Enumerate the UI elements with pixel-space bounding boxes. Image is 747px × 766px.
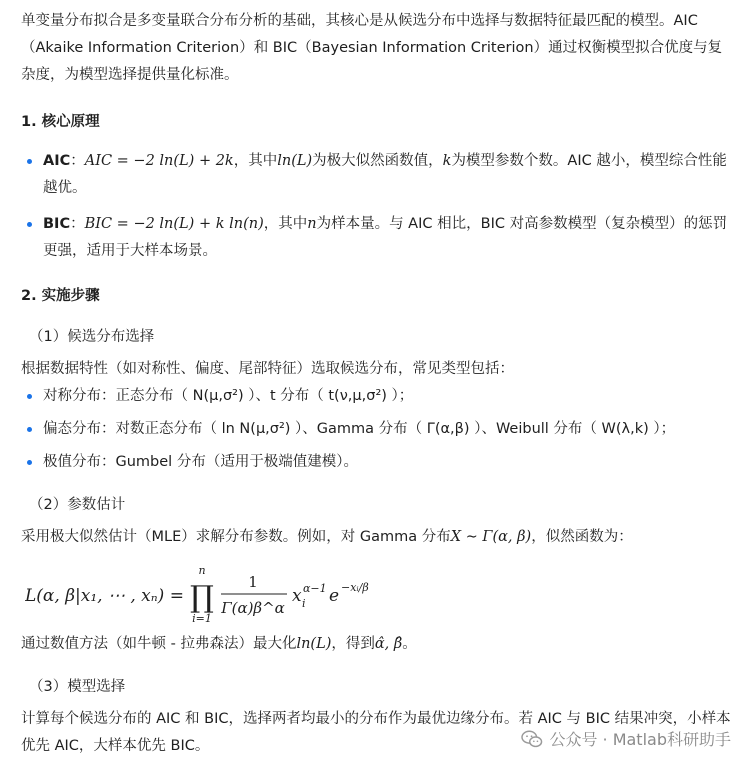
x-subscript: i — [302, 597, 306, 610]
list-item: BIC：BIC = −2 ln(L) + k ln(n)，其中n为样本量。与 AIC 相比，BIC 对高参数模型（复杂模型）的惩罚更强，适用于大样本场景。 — [21, 211, 733, 265]
x-base: x — [292, 586, 302, 606]
formula-lhs: L(α, β|x₁, ⋯ , xₙ) = — [25, 586, 184, 606]
likelihood-formula — [25, 563, 733, 625]
likelihood-formula-svg — [25, 563, 385, 625]
bic-label: BIC — [43, 216, 71, 232]
step2-tail: 通过数值方法（如牛顿 - 拉弗森法）最大化ln(L)，得到α̂, β̂。 — [21, 636, 417, 652]
product-symbol: ∏ — [190, 580, 214, 615]
principle-list — [21, 148, 733, 265]
bic-formula: BIC = −2 ln(L) + k ln(n) — [84, 216, 264, 232]
wechat-icon — [521, 729, 543, 749]
step3-text: 计算每个候选分布的 AIC 和 BIC，选择两者均最小的分布作为最优边缘分布。若 AIC 与 BIC 结果冲突，小样本优先 AIC，大样本优先 BIC。 — [21, 711, 731, 754]
list-item: 极值分布：Gumbel 分布（适用于极端值建模）。 — [21, 449, 733, 476]
e-superscript: −xᵢ/β — [341, 581, 369, 594]
gamma-notation: X ∼ Γ(α, β) — [450, 529, 532, 545]
fraction-denominator: Γ(α)β^α — [221, 599, 285, 617]
section1-heading: 1. 核心原理 — [21, 114, 100, 130]
step2-lead: 采用极大似然估计（MLE）求解分布参数。例如，对 Gamma 分布X ∼ Γ(α, β)，似然函数为： — [21, 529, 633, 545]
intro-paragraph: 单变量分布拟合是多变量联合分布分析的基础，其核心是从候选分布中选择与数据特征最匹配的模型。AIC（Akaike Information Criterion）和 BIC（Bayesian Information Criterion）通过权衡模型拟合优度与复杂度，为模型选择提供量化标准。 — [21, 13, 723, 83]
product-lower-limit: i=1 — [192, 612, 212, 625]
aic-formula: AIC = −2 ln(L) + 2k — [84, 153, 234, 169]
estimates: α̂, β̂ — [374, 636, 403, 652]
e-base: e — [329, 586, 340, 606]
section2-heading: 2. 实施步骤 — [21, 288, 100, 304]
step1-lead: 根据数据特性（如对称性、偏度、尾部特征）选取候选分布，常见类型包括： — [21, 361, 514, 377]
candidate-list — [21, 383, 733, 476]
step3-heading: （3）模型选择 — [29, 679, 126, 695]
watermark — [521, 727, 731, 750]
fraction-numerator: 1 — [248, 573, 258, 591]
list-item: 对称分布：正态分布（ N(μ,σ²) ）、t 分布（ t(ν,μ,σ²) ）； — [21, 383, 733, 410]
product-upper-limit: n — [198, 564, 206, 577]
step2-heading: （2）参数估计 — [29, 497, 126, 513]
step1-heading: （1）候选分布选择 — [29, 329, 155, 345]
x-superscript: α−1 — [303, 582, 327, 595]
aic-label: AIC — [43, 153, 71, 169]
list-item: AIC：AIC = −2 ln(L) + 2k，其中ln(L)为极大似然函数值，k为模型参数个数。AIC 越小，模型综合性能越优。 — [21, 148, 733, 202]
list-item: 偏态分布：对数正态分布（ ln N(μ,σ²) ）、Gamma 分布（ Γ(α,β) ）、Weibull 分布（ W(λ,k) ）； — [21, 416, 733, 443]
document-body — [21, 8, 733, 760]
watermark-text: 公众号 · Matlab科研助手 — [549, 730, 731, 749]
